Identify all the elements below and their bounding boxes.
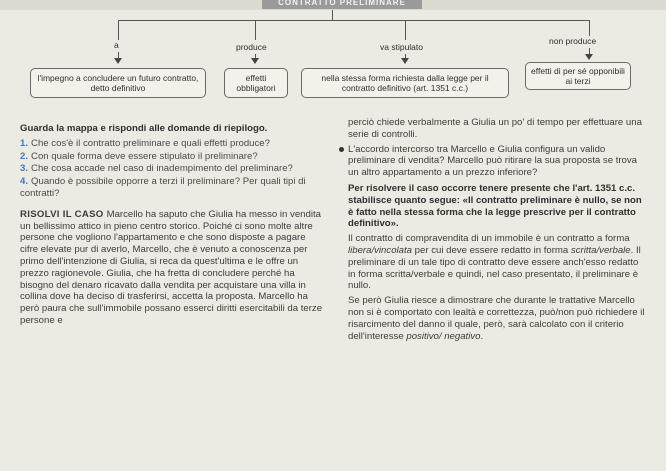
right-column — [348, 117, 648, 342]
map-branch-line — [118, 20, 589, 21]
map-box-impegno: l'impegno a concludere un futuro contratto, detto definitivo — [30, 68, 206, 98]
map-box-effetti-terzi: effetti di per sé opponibili ai terzi — [525, 62, 631, 90]
questions-list — [20, 138, 325, 200]
left-column — [20, 123, 325, 327]
solution-rule: Per risolvere il caso occorre tenere presente che l'art. 1351 c.c. stabilisce quanto segue: «Il contratto preliminare è nullo, se non è fatto nella stessa forma che la legge prescrive per il contratto definitivo». — [348, 182, 642, 230]
case-question: L'accordo intercorso tra Marcello e Giulia configura un valido preliminare di vendita? Marcello può ritirare la sua proposta se trova un altro appartamento a un prezzo inferiore? — [348, 144, 648, 179]
map-stem — [332, 10, 333, 20]
case-study-text: Marcello ha saputo che Giulia ha messo in vendita un bellissimo attico in pieno centro storico. Poiché ci sono molte altre persone che vogliono l'appartamento e che sono disposte a pagare cifre elevate pur di averlo, Marcello, che è venuto a conoscenza per primo dell'intenzione di Giulia, si reca da quest'ultima e le offre un prezzo ragionevole. Giulia, che ha fretta di concludere perché ha bisogno del denaro ricavato dalla vendita per acquistare una villa in collina dove ha deciso di trasferirsi, accetta la proposta. Marcello ha però paura che sull'immobile possano esserci diritti esercitabili da terze persone e — [20, 208, 323, 326]
map-label-produce: produce — [236, 42, 267, 52]
case-intro: perciò chiede verbalmente a Giulia un po' di tempo per effettuare una serie di controlli. — [348, 117, 642, 140]
question-item: 2. Con quale forma deve essere stipulato il preliminare? — [20, 150, 258, 162]
map-branch-left — [118, 20, 119, 40]
arrow-down-icon — [401, 58, 409, 64]
question-item: 3. Che cosa accade nel caso di inadempimento del preliminare? — [20, 163, 293, 175]
case-study-heading: RISOLVI IL CASO — [20, 208, 104, 220]
question-item: 1. Che cos'è il contratto preliminare e quali effetti produce? — [20, 137, 270, 149]
solution-paragraph-1: Il contratto di compravendita di un immobile è un contratto a forma libera/vincolata per cui deve essere redatto in forma scritta/verbale. Il preliminare di un tale tipo di contratto deve essere anch'esso redatto in forma scritta/verbale e quindi, nel caso presentato, il preliminare è nullo. — [348, 233, 641, 292]
map-marker: a — [114, 40, 119, 50]
map-branch-produce — [255, 20, 256, 40]
arrow-down-icon — [251, 58, 259, 64]
map-box-effetti-obbligatori: effetti obbligatori — [224, 68, 288, 98]
map-label-va-stipulato: va stipulato — [380, 42, 423, 52]
map-branch-nonproduce — [589, 20, 590, 36]
solution-paragraph-2: Se però Giulia riesce a dimostrare che durante le trattative Marcello non si è comportato con lealtà e correttezza, può/non può richiedere il risarcimento del danno il quale, però, sarà calcolato con il criterio dell'interesse positivo/ negativo. — [348, 295, 645, 342]
map-box-forma: nella stessa forma richiesta dalla legge per il contratto definitivo (art. 1351 c.c.) — [301, 68, 509, 98]
map-branch-stipulato — [405, 20, 406, 40]
map-label-non-produce: non produce — [549, 36, 597, 46]
case-study — [20, 209, 325, 327]
arrow-down-icon — [114, 58, 122, 64]
bullet-icon — [339, 147, 344, 152]
question-item: 4. Quando è possibile opporre a terzi il preliminare? Per quali tipi di contratti? — [20, 176, 306, 199]
section-title: CONTRATTO PRELIMINARE — [262, 0, 422, 9]
questions-heading: Guarda la mappa e rispondi alle domande di riepilogo. — [20, 123, 268, 134]
arrow-down-icon — [585, 54, 593, 60]
